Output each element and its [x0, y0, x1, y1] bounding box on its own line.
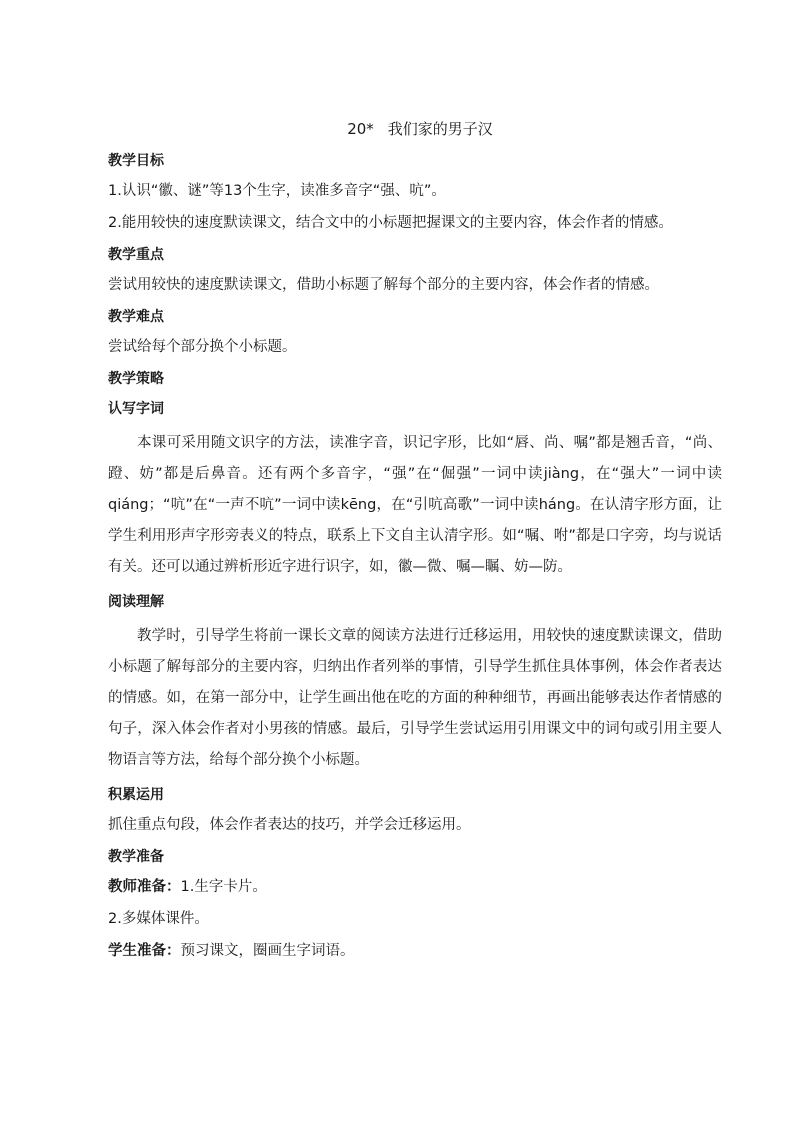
difficulty-text: 尝试给每个部分换个小标题。 — [108, 339, 297, 355]
heading-words: 认写字词 — [108, 401, 164, 417]
lesson-number: 20* — [347, 120, 374, 138]
teacher-prep-item-1: 1.生字卡片。 — [180, 879, 267, 895]
focus-text: 尝试用较快的速度默读课文，借助小标题了解每个部分的主要内容，体会作者的情感。 — [108, 277, 659, 293]
document-page — [108, 118, 722, 972]
lesson-title — [108, 118, 722, 140]
heading-focus: 教学重点 — [108, 247, 164, 263]
reading-paragraph: 教学时，引导学生将前一课长文章的阅读方法进行迁移运用，用较快的速度默读课文，借助小标题了解每部分的主要内容，归纳出作者列举的事情，引导学生抓住具体事例，体会作者表达的情感。如，在第一部分中，让学生画出他在吃的方面的种种细节，再画出能够表达作者情感的句子，深入体会作者对小男孩的情感。最后，引导学生尝试运用引用课文中的词句或引用主要人物语言等方法，给每个部分换个小标题。 — [108, 628, 722, 768]
lesson-title-text: 我们家的男子汉 — [387, 120, 493, 138]
teacher-prep — [108, 876, 722, 898]
teacher-prep-label: 教师准备： — [108, 879, 181, 895]
heading-apply: 积累运用 — [108, 787, 164, 803]
heading-reading: 阅读理解 — [108, 594, 164, 610]
heading-goals: 教学目标 — [108, 153, 164, 169]
words-paragraph: 本课可采用随文识字的方法，读准字音，识记字形，比如“唇、尚、嘱”都是翘舌音，“尚、蹬、妨”都是后鼻音。还有两个多音字，“强”在“倔强”一词中读jiàng，在“强大”一词中读qiáng；“吭”在“一声不吭”一词中读kēng，在“引吭高歌”一词中读háng。在认清字形方面，让学生利用形声字形旁表义的特点，联系上下文自主认清字形。如“嘱、咐”都是口字旁，均与说话有关。还可以通过辨析形近字进行识字，如，徽—微、嘱—瞩、妨—防。 — [108, 435, 722, 575]
student-prep-text: 预习课文，圈画生字词语。 — [180, 943, 355, 959]
goal-1: 1.认识“徽、谜”等13个生字，读准多音字“强、吭”。 — [108, 183, 446, 199]
student-prep — [108, 940, 722, 962]
heading-prep: 教学准备 — [108, 849, 164, 865]
heading-strategy: 教学策略 — [108, 371, 164, 387]
apply-text: 抓住重点句段，体会作者表达的技巧，并学会迁移运用。 — [108, 817, 471, 833]
student-prep-label: 学生准备： — [108, 943, 181, 959]
goal-2: 2.能用较快的速度默读课文，结合文中的小标题把握课文的主要内容，体会作者的情感。 — [108, 215, 673, 231]
heading-difficulty: 教学难点 — [108, 309, 164, 325]
teacher-prep-item-2: 2.多媒体课件。 — [108, 911, 209, 927]
